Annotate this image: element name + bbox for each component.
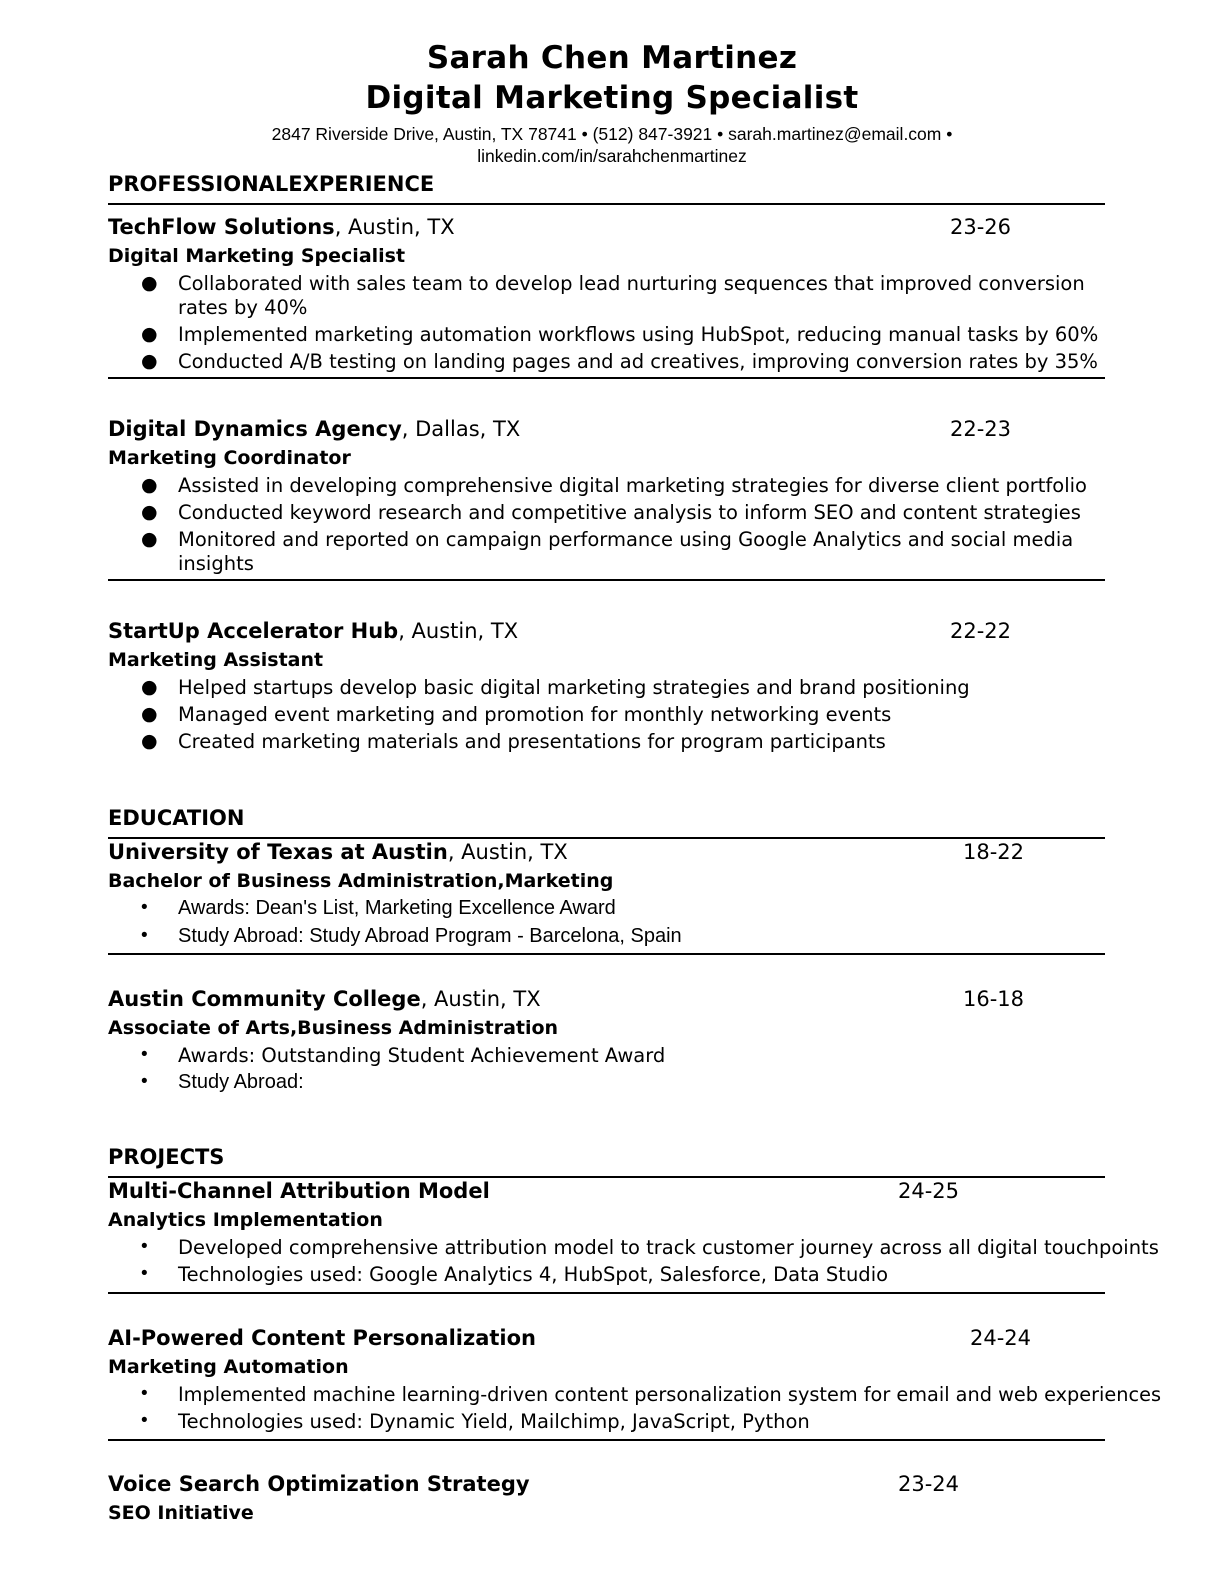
project-dates: 24-24	[970, 1326, 1032, 1350]
project-bullet: Developed comprehensive attribution model to track customer journey across all digital touchpoints	[178, 1236, 1159, 1259]
school-dates: 16-18	[963, 987, 1025, 1011]
education-bullet: Study Abroad: Study Abroad Program - Barcelona, Spain	[178, 925, 682, 947]
project-name: Multi-Channel Attribution Model	[108, 1179, 490, 1203]
school-name: Austin Community College	[108, 987, 421, 1011]
job-bullet: Helped startups develop basic digital marketing strategies and brand positioning	[178, 676, 970, 699]
project-dates: 23-24	[898, 1472, 960, 1496]
section-title-projects: PROJECTS	[108, 1145, 225, 1169]
section-title-education: EDUCATION	[108, 806, 245, 830]
bullet-marker: •	[141, 1410, 148, 1431]
bullet-marker: •	[141, 1044, 148, 1065]
job-dates: 22-23	[950, 417, 1012, 441]
job-location: , Austin, TX	[334, 215, 455, 239]
linkedin-link[interactable]: linkedin.com/in/sarahchenmartinez	[477, 146, 747, 166]
job-company: TechFlow Solutions	[108, 215, 335, 239]
bullet-marker: ●	[141, 730, 158, 752]
job-bullet: Conducted keyword research and competitive analysis to inform SEO and content strategies	[178, 501, 1081, 524]
section-divider	[108, 1176, 1105, 1178]
entry-divider	[108, 953, 1105, 955]
bullet-marker: ●	[141, 703, 158, 725]
project-category: SEO Initiative	[108, 1502, 254, 1524]
job-company-line	[108, 417, 520, 441]
section-title-experience: PROFESSIONALEXPERIENCE	[108, 172, 435, 196]
education-bullet: Awards: Dean's List, Marketing Excellence Award	[178, 897, 616, 919]
school-line	[108, 840, 568, 864]
section-divider	[108, 837, 1105, 839]
job-role: Digital Marketing Specialist	[108, 245, 406, 267]
job-company: StartUp Accelerator Hub	[108, 619, 399, 643]
bullet-marker: •	[141, 897, 148, 918]
job-company-line	[108, 619, 518, 643]
bullet-marker: ●	[141, 350, 158, 372]
bullet-marker: •	[141, 925, 148, 946]
bullet-marker: ●	[141, 272, 158, 294]
job-bullet: Collaborated with sales team to develop lead nurturing sequences that improved conversion	[178, 272, 1085, 295]
school-name: University of Texas at Austin	[108, 840, 448, 864]
project-bullet: Technologies used: Dynamic Yield, Mailchimp, JavaScript, Python	[178, 1410, 810, 1433]
job-bullet-continuation: insights	[178, 552, 254, 575]
project-category: Marketing Automation	[108, 1356, 349, 1378]
job-bullet-continuation: rates by 40%	[178, 296, 308, 319]
section-divider	[108, 203, 1105, 205]
job-bullet: Implemented marketing automation workflows using HubSpot, reducing manual tasks by 60%	[178, 323, 1099, 346]
job-bullet: Managed event marketing and promotion for monthly networking events	[178, 703, 892, 726]
degree: Bachelor of Business Administration,Marketing	[108, 870, 614, 892]
bullet-marker: •	[141, 1071, 148, 1092]
job-location: , Austin, TX	[398, 619, 519, 643]
school-dates: 18-22	[963, 840, 1025, 864]
candidate-title: Digital Marketing Specialist	[365, 80, 859, 116]
bullet-marker: •	[141, 1236, 148, 1257]
entry-divider	[108, 579, 1105, 581]
job-bullet: Conducted A/B testing on landing pages and ad creatives, improving conversion rates by 35%	[178, 350, 1098, 373]
contact-line: 2847 Riverside Drive, Austin, TX 78741 • (512) 847-3921 • sarah.martinez@email.com •	[271, 124, 953, 144]
school-location: , Austin, TX	[420, 987, 541, 1011]
job-bullet: Assisted in developing comprehensive digital marketing strategies for diverse client portfolio	[178, 474, 1087, 497]
project-category: Analytics Implementation	[108, 1209, 383, 1231]
job-role: Marketing Assistant	[108, 649, 324, 671]
job-dates: 23-26	[950, 215, 1012, 239]
project-name: Voice Search Optimization Strategy	[108, 1472, 530, 1496]
candidate-name: Sarah Chen Martinez	[426, 40, 798, 76]
education-bullet: Study Abroad:	[178, 1071, 304, 1093]
bullet-marker: ●	[141, 323, 158, 345]
school-location: , Austin, TX	[447, 840, 568, 864]
school-line	[108, 987, 541, 1011]
bullet-marker: ●	[141, 676, 158, 698]
job-bullet: Monitored and reported on campaign performance using Google Analytics and social media	[178, 528, 1074, 551]
project-bullet: Technologies used: Google Analytics 4, HubSpot, Salesforce, Data Studio	[178, 1263, 889, 1286]
bullet-marker: ●	[141, 528, 158, 550]
bullet-marker: ●	[141, 501, 158, 523]
entry-divider	[108, 377, 1105, 379]
job-location: , Dallas, TX	[401, 417, 521, 441]
education-bullet: Awards: Outstanding Student Achievement Award	[178, 1044, 666, 1067]
job-company-line	[108, 215, 455, 239]
job-dates: 22-22	[950, 619, 1012, 643]
project-dates: 24-25	[898, 1179, 960, 1203]
bullet-marker: •	[141, 1263, 148, 1284]
job-role: Marketing Coordinator	[108, 447, 351, 469]
degree: Associate of Arts,Business Administration	[108, 1017, 559, 1039]
job-bullet: Created marketing materials and presentations for program participants	[178, 730, 886, 753]
entry-divider	[108, 1439, 1105, 1441]
bullet-marker: •	[141, 1383, 148, 1404]
bullet-marker: ●	[141, 474, 158, 496]
job-company: Digital Dynamics Agency	[108, 417, 402, 441]
entry-divider	[108, 1292, 1105, 1294]
project-name: AI-Powered Content Personalization	[108, 1326, 536, 1350]
project-bullet: Implemented machine learning-driven content personalization system for email and web experiences	[178, 1383, 1161, 1406]
